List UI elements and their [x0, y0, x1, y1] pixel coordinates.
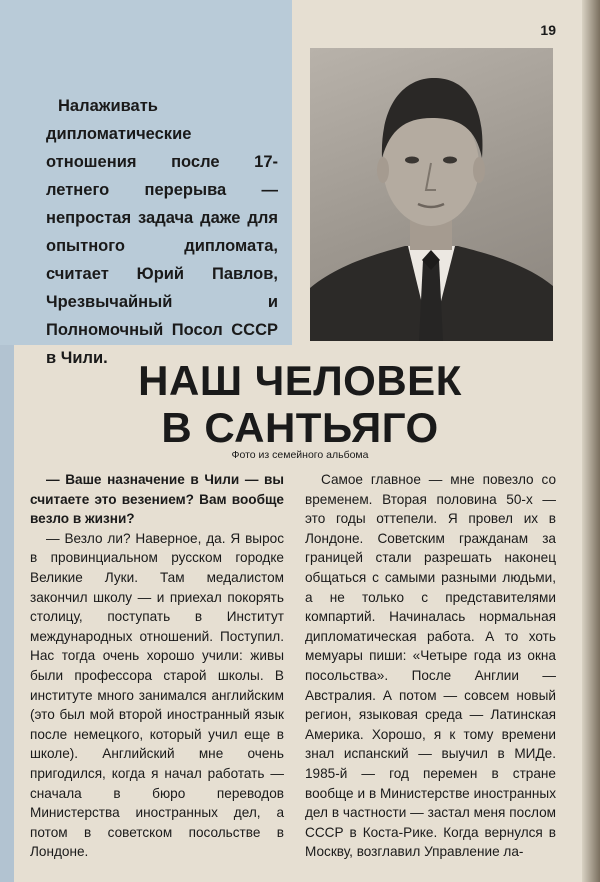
title-line-2: В САНТЬЯГО: [161, 404, 439, 451]
page-number: 19: [540, 22, 556, 38]
left-column: [30, 470, 284, 862]
title-line-1: НАШ ЧЕЛОВЕК: [138, 357, 462, 404]
article-title: [0, 357, 600, 451]
interview-question: — Ваше назначение в Чили — вы считаете это везением? Вам вообще везло в жизни?: [30, 472, 284, 527]
photo-credit: Фото из семейного альбома: [231, 449, 369, 461]
portrait-photo: [310, 48, 553, 341]
portrait-illustration: [310, 48, 553, 341]
right-column: [305, 470, 556, 862]
lead-paragraph: Налаживать дипломатические отношения после 17-летнего перерыва — непростая задача даже для опытного дипломата, считает Юрий Павлов, Чрезвычайный и Полномочный Посол СССР в Чили.: [46, 97, 278, 367]
right-column-text: Самое главное — мне повезло со временем. Вторая половина 50-х — это годы оттепели. Я провел их в Лондоне. Советским гражданам за границей стали разрешать наконец общаться с самыми разными людьми, а не только с представителями компартий. Начиналась нормальная дипломатическая работа. А то хоть мемуары пиши: «Четыре года из окна посольства». После Англии — Австралия. А потом — совсем новый регион, языковая среда — Латинская Америка. Хорошо, я к тому времени знал испанский — выучил в МИДе. 1985-й — год перемен в стране вообще и в Министерстве иностранных дел в частности — застал меня послом СССР в Коста-Рике. Когда вернулся в Москву, возглавил Управление ла-: [305, 472, 556, 860]
interview-answer: — Везло ли? Наверное, да. Я вырос в провинциальном русском городке Великие Луки. Там медалистом закончил школу — и приехал покорять столицу, поступать в Институт международных отношений. Поступил. Нас тогда очень хорошо учили: живы были профессора старой школы. В институте много занимался английским (это был мой второй иностранный язык после немецкого, который учил еще в школе). Английский мне очень пригодился, когда я начал работать — сначала в бюро переводов Министерства иностранных дел, а потом в советском посольстве в Лондоне.: [30, 530, 284, 860]
